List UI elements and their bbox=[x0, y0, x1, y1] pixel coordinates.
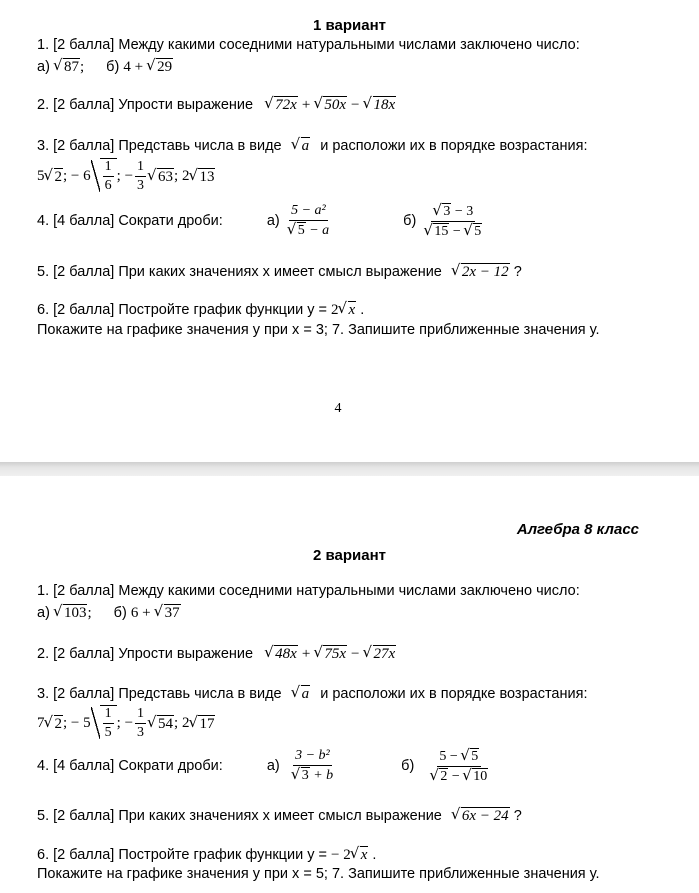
v1-q2-root-2: √ 50x bbox=[314, 95, 347, 114]
v2-q6-root: √ x bbox=[351, 845, 369, 864]
v2-q5-root: √ 6x − 24 bbox=[452, 806, 510, 825]
v1-q3-n1-root: √ 2 bbox=[45, 167, 64, 186]
v2-q4-a-label: а) bbox=[266, 758, 280, 774]
v2-q3-root-a: √ a bbox=[292, 684, 311, 703]
v2-question-6-text: 6. [2 балла] Постройте график функции y = bbox=[37, 847, 327, 863]
v1-q3-n4-coef: 2 bbox=[181, 168, 190, 184]
v2-question-4-text: 4. [4 балла] Сократи дроби: bbox=[37, 758, 223, 774]
v2-q6-coef: − 2 bbox=[331, 847, 351, 863]
v2-q3-numbers: 7 √ 2 ; − 5 $\frac{1}{5}$ ; − $\frac{1}{3}$ √ 54 ; 2 √ 17 bbox=[37, 705, 215, 741]
v2-question-5-text: 5. [2 балла] При каких значениях х имеет смысл выражение bbox=[37, 808, 442, 824]
v2-q1-a-label: а) bbox=[37, 605, 50, 621]
v2-question-6-line-2: Покажите на графике значения у при х = 5; 7. Запишите приближенные значения у. bbox=[37, 866, 600, 882]
v1-q3-n2-root: $\frac{1}{6}$ bbox=[91, 158, 117, 194]
v2-question-1-options bbox=[37, 603, 181, 622]
v2-q6-period: . bbox=[372, 847, 377, 863]
page-variant-2 bbox=[0, 476, 699, 893]
v2-q3-n3-minus: − bbox=[124, 715, 134, 731]
v1-q1-b-label: б) bbox=[106, 59, 120, 75]
v2-question-2-text: 2. [2 балла] Упрости выражение bbox=[37, 646, 254, 662]
v1-q2-root-3: √ 18x bbox=[364, 95, 397, 114]
v2-q1-b-prefix: 6 + bbox=[130, 605, 151, 621]
variant-2-title: 2 вариант bbox=[312, 547, 386, 564]
v1-q1-b-prefix: 4 + bbox=[123, 59, 144, 75]
v2-q2-root-2: √ 75x bbox=[314, 644, 347, 663]
v2-question-1-text: 1. [2 балла] Между какими соседними натуральными числами заключено число: bbox=[37, 583, 580, 599]
v1-question-5-text: 5. [2 балла] При каких значениях х имеет смысл выражение bbox=[37, 264, 442, 280]
v1-q5-question-mark: ? bbox=[513, 264, 522, 280]
v2-q3-n4-coef: 2 bbox=[181, 715, 190, 731]
subject-header: Алгебра 8 класс bbox=[516, 521, 639, 538]
v1-q6-coef: 2 bbox=[331, 302, 339, 318]
v1-question-6-text: 6. [2 балла] Постройте график функции y = bbox=[37, 302, 327, 318]
v1-q3-n3-minus: − bbox=[124, 168, 134, 184]
v1-question-3-text: 3. [2 балла] Представь числа в виде bbox=[37, 138, 282, 154]
v1-q3-n3-fraction: $\frac{1}{3}$ bbox=[137, 158, 145, 193]
v2-question-3 bbox=[37, 684, 587, 703]
v2-q5-question-mark: ? bbox=[513, 808, 522, 824]
v2-question-6 bbox=[37, 845, 376, 864]
v1-q1-a-semicolon: ; bbox=[79, 59, 85, 75]
v1-question-3-text-2: и расположи их в порядке возрастания: bbox=[320, 138, 588, 154]
page-separator bbox=[0, 462, 699, 476]
v2-q3-n2-root: $\frac{1}{5}$ bbox=[91, 705, 117, 741]
v2-question-5 bbox=[37, 806, 522, 825]
v1-q4-a-label: а) bbox=[266, 213, 280, 229]
v2-q4-b-label: б) bbox=[401, 758, 415, 774]
v2-q3-n1-root: √ 2 bbox=[45, 714, 64, 733]
v2-question-3-text: 3. [2 балла] Представь числа в виде bbox=[37, 686, 282, 702]
v1-q4-b-label: б) bbox=[403, 213, 417, 229]
v1-question-6-line-2: Покажите на графике значения у при х = 3; 7. Запишите приближенные значения у. bbox=[37, 322, 600, 338]
v1-q3-n4-root: √ 13 bbox=[189, 167, 215, 186]
v1-question-2: 2. [2 балла] Упрости выражение √ 72x + √ 50x − √ 18x bbox=[37, 95, 396, 114]
v2-q3-n2-coef: − 5 bbox=[70, 715, 91, 731]
v2-q3-n4-root: √ 17 bbox=[189, 714, 215, 733]
v1-q1-b-root: √ 29 bbox=[147, 57, 173, 76]
page-number: 4 bbox=[334, 401, 342, 416]
v1-question-4-text: 4. [4 балла] Сократи дроби: bbox=[37, 213, 223, 229]
v1-q3-root-a: √ a bbox=[292, 136, 311, 155]
v1-q3-n2-coef: − 6 bbox=[70, 168, 91, 184]
v1-question-3 bbox=[37, 136, 587, 155]
v1-q5-root: √ 2x − 12 bbox=[452, 262, 510, 281]
v2-q1-a-semicolon: ; bbox=[87, 605, 92, 621]
v2-question-4 bbox=[37, 746, 492, 786]
v2-q1-b-label: б) bbox=[113, 605, 127, 621]
v1-q4-a-fraction: 5 − a² √ 5 − a bbox=[286, 203, 331, 239]
v1-question-1-options bbox=[37, 57, 173, 76]
v2-q4-b-fraction: 5 − √ 5 √ 2 − √ 10 bbox=[428, 748, 490, 785]
v1-question-5 bbox=[37, 262, 522, 281]
v1-question-1-text: 1. [2 балла] Между какими соседними натуральными числами заключено число: bbox=[37, 37, 580, 53]
v1-q4-b-fraction: √ 3 − 3 √ 15 − √ 5 bbox=[422, 203, 484, 240]
v1-q6-period: . bbox=[360, 302, 365, 318]
v2-question-2: 2. [2 балла] Упрости выражение √ 48x + √ 75x − √ 27x bbox=[37, 644, 396, 663]
v1-q6-root: √ x bbox=[339, 300, 357, 319]
variant-1-title: 1 вариант bbox=[312, 17, 386, 34]
v1-q2-root-1: √ 72x bbox=[265, 95, 298, 114]
v1-question-4 bbox=[37, 201, 486, 241]
v2-q1-b-root: √ 37 bbox=[155, 603, 181, 622]
v2-q3-n1-coef: 7 bbox=[37, 715, 45, 731]
v2-q3-n3-fraction: $\frac{1}{3}$ bbox=[137, 705, 145, 740]
v1-q3-n1-coef: 5 bbox=[37, 168, 45, 184]
v1-question-6 bbox=[37, 300, 364, 319]
v2-q4-a-fraction: 3 − b² √ 3 + b bbox=[290, 748, 335, 784]
v2-q2-root-1: √ 48x bbox=[265, 644, 298, 663]
v1-q3-numbers: 5 √ 2 ; − 6 $\frac{1}{6}$ ; − $\frac{1}{3}$ √ 63 ; 2 √ 13 bbox=[37, 158, 215, 194]
v1-q1-a-root: √ 87 bbox=[54, 57, 80, 76]
v2-q1-a-root: √ 103 bbox=[54, 603, 88, 622]
v1-q3-n3-root: √ 63 bbox=[148, 167, 174, 186]
v1-question-2-text: 2. [2 балла] Упрости выражение bbox=[37, 97, 254, 113]
v2-q2-root-3: √ 27x bbox=[364, 644, 397, 663]
v1-q1-a-label: а) bbox=[37, 59, 50, 75]
v2-question-3-text-2: и расположи их в порядке возрастания: bbox=[320, 686, 588, 702]
v2-q3-n3-root: √ 54 bbox=[148, 714, 174, 733]
